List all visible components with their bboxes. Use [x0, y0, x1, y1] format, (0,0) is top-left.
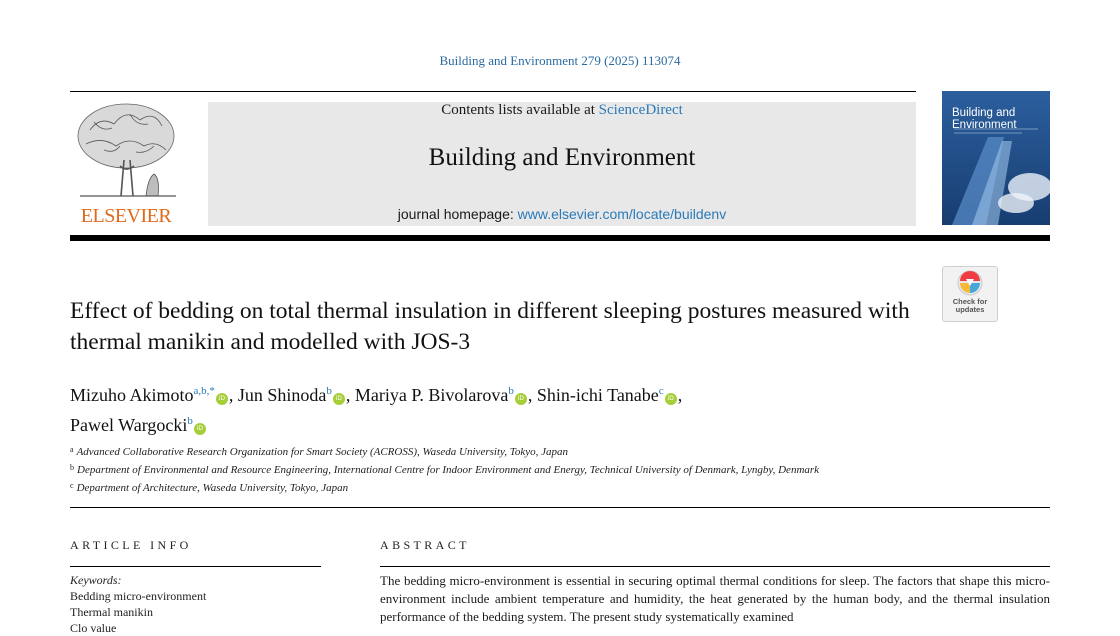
- author-name[interactable]: Pawel Wargocki: [70, 415, 188, 435]
- homepage-line: [208, 206, 916, 222]
- author-name[interactable]: Jun Shinoda: [237, 385, 327, 405]
- orcid-icon[interactable]: iD: [194, 423, 206, 435]
- affiliation-item: [70, 460, 970, 478]
- orcid-icon[interactable]: iD: [665, 393, 677, 405]
- affiliation-item: [70, 442, 970, 460]
- header-rule: [70, 91, 916, 92]
- abstract-rule: [380, 566, 1050, 567]
- journal-masthead: [208, 102, 916, 226]
- journal-title[interactable]: Building and Environment: [428, 144, 696, 171]
- orcid-icon[interactable]: iD: [216, 393, 228, 405]
- affiliation-item: [70, 478, 970, 496]
- masthead-rule: [70, 235, 1050, 241]
- author-separator: ,: [677, 385, 683, 405]
- contents-line: [208, 102, 916, 119]
- elsevier-wordmark: ELSEVIER: [80, 205, 172, 227]
- journal-reference[interactable]: Building and Environment 279 (2025) 113074: [439, 53, 681, 68]
- author-separator: ,: [527, 385, 537, 405]
- affiliation-mark: a: [70, 445, 74, 454]
- article-info-rule: [70, 566, 321, 567]
- keyword-list: [70, 588, 206, 636]
- article-title: Effect of bedding on total thermal insulation in different sleeping postures measured with thermal manikin and modelled with JOS-3: [70, 298, 910, 355]
- author-separator: ,: [345, 385, 355, 405]
- sciencedirect-link[interactable]: ScienceDirect: [598, 102, 683, 118]
- author-affiliation-mark[interactable]: c: [658, 385, 664, 397]
- affiliation-text: Department of Architecture, Waseda University, Tokyo, Japan: [76, 482, 349, 494]
- elsevier-logo[interactable]: [70, 100, 182, 228]
- author-name[interactable]: Shin-ichi Tanabe: [536, 385, 659, 405]
- affiliation-list: [70, 442, 970, 496]
- affiliation-text: Advanced Collaborative Research Organization for Smart Society (ACROSS), Waseda University, Tokyo, Japan: [76, 446, 569, 458]
- crossmark-label: Check for updates: [952, 297, 988, 314]
- section-rule: [70, 507, 1050, 508]
- journal-cover-thumbnail[interactable]: [942, 91, 1050, 225]
- affiliation-mark: c: [70, 481, 74, 490]
- abstract-heading: ABSTRACT: [380, 538, 470, 552]
- orcid-icon[interactable]: iD: [333, 393, 345, 405]
- author-affiliation-mark[interactable]: a,b,*: [193, 385, 215, 397]
- cover-title: Building and Environment: [952, 107, 1017, 131]
- author-affiliation-mark[interactable]: b: [326, 385, 332, 397]
- author-separator: ,: [228, 385, 238, 405]
- author-name[interactable]: Mizuho Akimoto: [70, 385, 194, 405]
- keyword-item: Bedding micro-environment: [70, 589, 207, 603]
- author-affiliation-mark[interactable]: b: [187, 415, 193, 427]
- affiliation-text: Department of Environmental and Resource Engineering, International Centre for Indoor Environment and Energy, Technical University of Denmark, Lyngby, Denmark: [77, 464, 820, 476]
- author-affiliation-mark[interactable]: b: [508, 385, 514, 397]
- affiliation-mark: b: [70, 463, 74, 472]
- keywords-label: Keywords:: [70, 573, 122, 587]
- homepage-prefix: journal homepage:: [397, 206, 518, 222]
- abstract-text: The bedding micro-environment is essential in securing optimal thermal conditions for sleep. The factors that shape this micro-environment include ambient temperature and humidity, the heat generated by the human body, and the thermal insulation performance of the bedding system. The present study systematically examined: [380, 573, 1050, 624]
- homepage-link[interactable]: www.elsevier.com/locate/buildenv: [517, 206, 727, 222]
- article-info-heading: ARTICLE INFO: [70, 538, 192, 552]
- contents-prefix: Contents lists available at: [441, 102, 599, 118]
- keyword-item: Thermal manikin: [70, 605, 153, 619]
- elsevier-tree-icon: [70, 100, 182, 204]
- check-for-updates-button[interactable]: [942, 266, 998, 322]
- author-name[interactable]: Mariya P. Bivolarova: [354, 385, 509, 405]
- author-list: [70, 378, 930, 438]
- keyword-item: Clo value: [70, 621, 117, 635]
- orcid-icon[interactable]: iD: [515, 393, 527, 405]
